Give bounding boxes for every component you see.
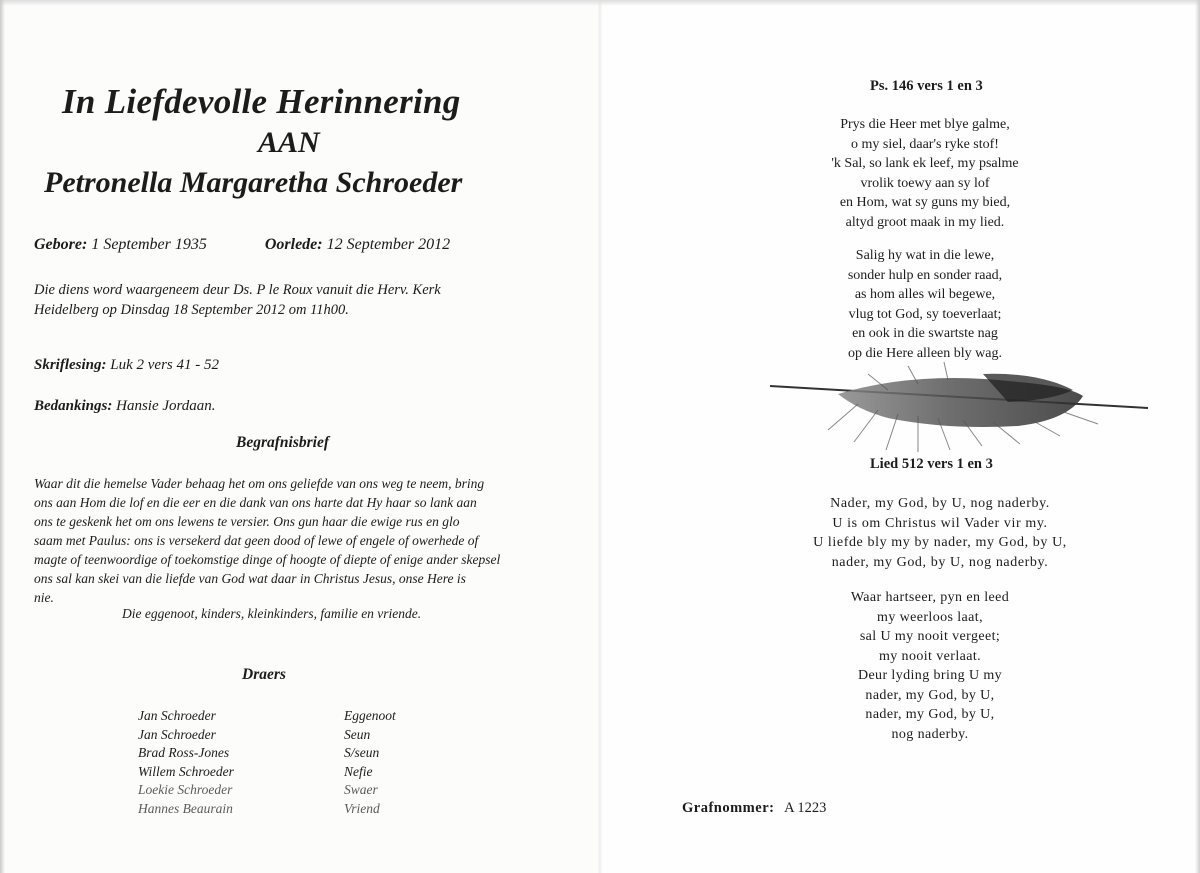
psalm-verse-1	[775, 115, 1075, 232]
letter-line: ons aan Hom die lof en die eer en die dank van ons harte dat Hy haar so lank aan	[34, 495, 477, 510]
hymn-heading: Lied 512 vers 1 en 3	[870, 456, 993, 472]
bearer-row	[138, 707, 438, 726]
died-value: 12 September 2012	[326, 236, 451, 253]
psalm-verse-3	[775, 246, 1075, 363]
bearer-row	[138, 763, 438, 782]
hymn-line: sal U my nooit vergeet;	[859, 629, 1001, 644]
hymn-line: Deur lyding bring U my	[857, 668, 1003, 683]
hymn-line: Waar hartseer, pyn en leed	[850, 590, 1010, 605]
hymn-line: en ook in die swartste nag	[852, 326, 998, 341]
bearer-relation: Nefie	[344, 763, 373, 779]
hymn-line: Salig hy wat in die lewe,	[855, 248, 995, 263]
scan-edge-left	[0, 0, 5, 873]
hymn-line: nader, my God, by U, nog naderby.	[831, 554, 1049, 570]
letter-line: magte of teenwoordige of toekomstige dinge of hoogte of diepte of enige ander skepsel	[34, 552, 501, 567]
bearer-row	[138, 726, 438, 745]
bearer-name: Loekie Schroeder	[138, 782, 233, 798]
bearer-name: Hannes Beaurain	[138, 800, 233, 816]
hymn-line: Prys die Heer met blye galme,	[840, 117, 1010, 132]
hymn-line: nader, my God, by U,	[865, 707, 995, 722]
bearer-name: Willem Schroeder	[138, 763, 234, 779]
letter-line: nie.	[34, 590, 54, 605]
hymn-verse-3	[800, 588, 1060, 744]
grave-label: Grafnommer:	[682, 800, 775, 816]
bearer-relation: Swaer	[344, 782, 378, 798]
hymn-line: vrolik toewy aan sy lof	[860, 175, 990, 191]
hymn-line: op die Here alleen bly wag.	[848, 345, 1002, 361]
service-details	[34, 280, 554, 320]
hymn-line: altyd groot maak in my lied.	[845, 214, 1005, 230]
funeral-letter	[34, 474, 564, 607]
right-page	[600, 0, 1200, 873]
hymn-line: en Hom, wat sy guns my bied,	[839, 195, 1011, 210]
dates-line	[34, 236, 450, 254]
born-label: Gebore:	[34, 236, 88, 253]
thanks-value: Hansie Jordaan.	[116, 398, 216, 414]
bearers-list	[138, 707, 438, 819]
bearer-name: Jan Schroeder	[138, 708, 216, 723]
scripture-reading	[34, 357, 219, 374]
letter-heading: Begrafnisbrief	[236, 434, 329, 451]
bearer-relation: S/seun	[344, 745, 380, 761]
service-line: Die diens word waargeneem deur Ds. P le Roux vanuit die Herv. Kerk	[34, 282, 441, 298]
bearer-row	[138, 781, 438, 800]
hymn-line: U liefde bly my by nader, my God, by U,	[813, 535, 1067, 550]
service-line: Heidelberg op Dinsdag 18 September 2012 om 11h00.	[34, 302, 349, 318]
hymn-line: my nooit verlaat.	[878, 648, 982, 664]
feather-icon	[768, 360, 1153, 455]
reading-value: Luk 2 vers 41 - 52	[110, 357, 220, 373]
bearer-row	[138, 800, 438, 819]
letter-line: ons sal kan skei van die liefde van God wat daar in Christus Jesus, onse Here is	[34, 571, 466, 586]
hymn-verse-1	[730, 494, 1150, 572]
deceased-name: Petronella Margaretha Schroeder	[44, 166, 463, 199]
page-fold	[598, 0, 602, 873]
thanks-label: Bedankings:	[34, 398, 113, 414]
bearer-name: Jan Schroeder	[138, 726, 216, 742]
hymn-line: as hom alles wil begewe,	[854, 287, 996, 302]
letter-line: Waar dit die hemelse Vader behaag het om ons geliefde van ons weg te neem, bring	[34, 476, 485, 491]
letter-signoff: Die eggenoot, kinders, kleinkinders, familie en vriende.	[122, 606, 422, 621]
hymn-line: U is om Christus wil Vader vir my.	[832, 515, 1048, 531]
hymn-line: Nader, my God, by U, nog naderby.	[830, 496, 1050, 511]
letter-line: saam met Paulus: ons is versekerd dat geen dood of lewe of engele of owerhede of	[34, 533, 479, 548]
scan-edge-right	[1195, 0, 1200, 873]
bearer-relation: Vriend	[344, 800, 380, 816]
hymn-line: sonder hulp en sonder raad,	[847, 267, 1003, 283]
bearer-row	[138, 744, 438, 763]
grave-number	[682, 800, 826, 817]
scan-edge-top	[0, 0, 1200, 6]
died-label: Oorlede:	[264, 236, 323, 253]
hymn-line: nader, my God, by U,	[865, 687, 995, 703]
bearer-relation: Seun	[344, 726, 371, 742]
hymn-line: o my siel, daar's ryke stof!	[851, 136, 999, 152]
letter-line: ons te geskenk het om ons lewens te versier. Ons gun haar die ewige rus en glo	[34, 514, 460, 529]
hymn-line: 'k Sal, so lank ek leef, my psalme	[831, 156, 1019, 171]
reading-label: Skriflesing:	[34, 357, 107, 373]
born-value: 1 September 1935	[91, 236, 207, 253]
title-line-2: AAN	[258, 126, 320, 159]
grave-value: A 1223	[784, 800, 827, 816]
bearer-name: Brad Ross-Jones	[138, 745, 230, 761]
bearer-relation: Eggenoot	[344, 708, 396, 723]
title-line-1: In Liefdevolle Herinnering	[62, 82, 461, 121]
acknowledgements	[34, 398, 216, 415]
hymn-line: my weerloos laat,	[877, 609, 983, 625]
psalm-heading: Ps. 146 vers 1 en 3	[870, 78, 983, 94]
hymn-line: nog naderby.	[891, 726, 969, 742]
hymn-line: vlug tot God, sy toeverlaat;	[848, 306, 1002, 322]
bearers-heading: Draers	[242, 666, 286, 683]
